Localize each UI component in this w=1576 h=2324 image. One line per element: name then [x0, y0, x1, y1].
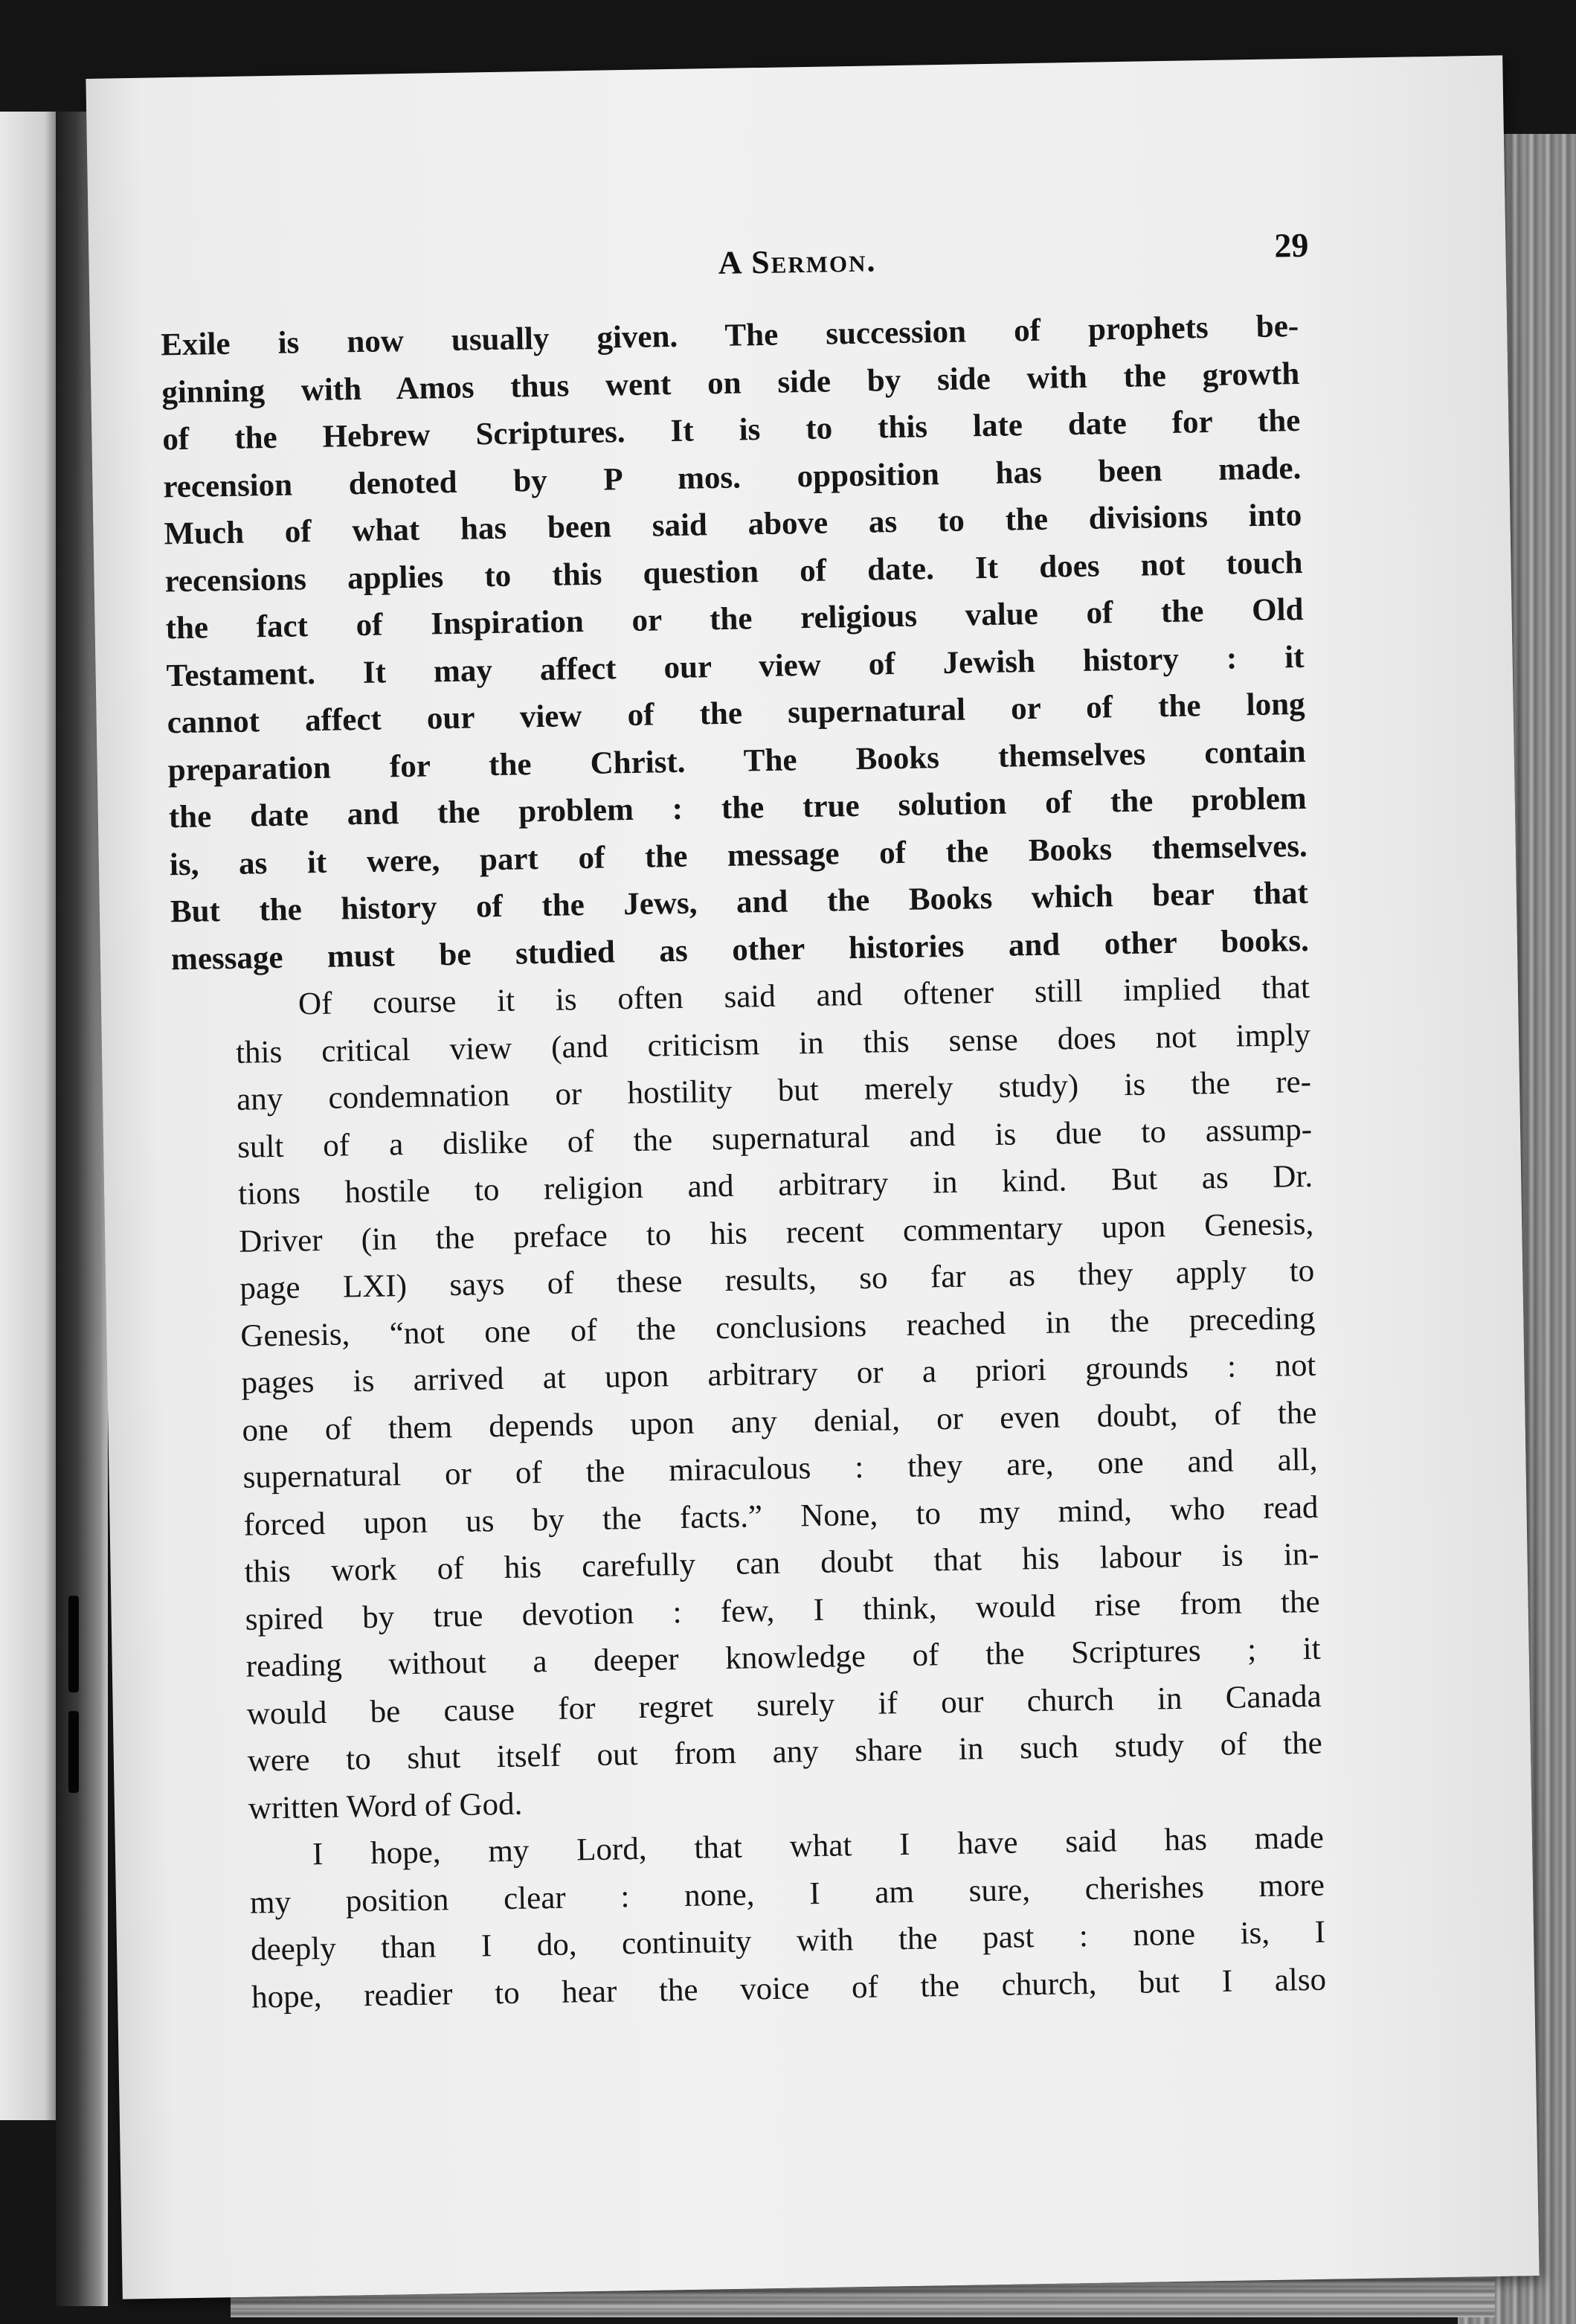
binding-thread-mark — [68, 1596, 79, 1692]
text-line: were to shut itself out from any share in such study of the — [247, 1725, 1323, 1779]
text-line: supernatural or of the miraculous : they are, one and all, — [242, 1442, 1318, 1495]
text-line: Driver (in the preface to his recent commentary upon Genesis, — [238, 1206, 1314, 1259]
text-line: sult of a dislike of the supernatural and is due to assump- — [237, 1111, 1313, 1165]
page-header — [89, 220, 1506, 304]
text-line: hope, readier to hear the voice of the church, but I also — [251, 1962, 1327, 2015]
text-line: Exile is now usually given. The succession of prophets be- — [160, 309, 1299, 363]
text-line: reading without a deeper knowledge of the Scriptures ; it — [245, 1631, 1321, 1684]
book-page — [86, 55, 1539, 2299]
text-line: page LXI) says of these results, so far as they apply to — [239, 1253, 1315, 1306]
binding-thread-mark — [68, 1711, 79, 1793]
text-line: the fact of Inspiration or the religious value of the Old — [165, 591, 1304, 646]
text-line: would be cause for regret surely if our church in Canada — [246, 1678, 1322, 1732]
text-line: message must be studied as other histories and other books. — [170, 922, 1310, 977]
text-line: deeply than I do, continuity with the past : none is, I — [250, 1914, 1326, 1968]
text-line: recensions applies to this question of date. It does not touch — [164, 545, 1303, 599]
text-line: forced upon us by the facts.” None, to my mind, who read — [243, 1489, 1319, 1543]
text-line: this work of his carefully can doubt that his labour is in- — [244, 1536, 1319, 1590]
text-line: one of them depends upon any denial, or even doubt, of the — [242, 1395, 1317, 1448]
text-line: I hope, my Lord, that what I have said has made — [312, 1820, 1325, 1872]
body-text — [161, 303, 1327, 2022]
text-line: Of course it is often said and oftener still implied that — [297, 969, 1310, 1022]
text-line: tions hostile to religion and arbitrary in kind. But as Dr. — [237, 1158, 1313, 1212]
paragraph — [172, 964, 1324, 1833]
text-line: Testament. It may affect our view of Jewish history : it — [166, 639, 1305, 693]
running-head: A Sermon. — [718, 242, 877, 281]
facing-page-edge — [0, 112, 56, 2120]
text-line: this critical view (and criticism in this sense does not imply — [235, 1017, 1311, 1070]
text-line: ginning with Amos thus went on side by side with the growth — [161, 356, 1300, 410]
text-line: Much of what has been said above as to the divisions into — [164, 497, 1302, 552]
paragraph — [186, 1814, 1327, 2022]
text-line: recension denoted by P mos. opposition has been made. — [163, 450, 1302, 504]
text-line: the date and the problem : the true solution of the problem — [168, 780, 1308, 835]
text-line: written Word of God. — [248, 1786, 523, 1826]
text-line: preparation for the Christ. The Books themselves contain — [167, 734, 1306, 788]
text-line: cannot affect our view of the supernatural or of the long — [167, 686, 1305, 741]
text-line: Genesis, “not one of the conclusions reached in the preceding — [240, 1300, 1316, 1354]
text-line: pages is arrived at upon arbitrary or a priori grounds : not — [241, 1347, 1316, 1401]
page-number: 29 — [1273, 225, 1309, 265]
text-line: any condemnation or hostility but merely study) is the re- — [236, 1064, 1312, 1117]
text-line: my position clear : none, I am sure, cherishes more — [249, 1867, 1325, 1921]
text-line: But the history of the Jews, and the Books which bear that — [170, 875, 1309, 930]
text-line: of the Hebrew Scriptures. It is to this late date for the — [162, 402, 1301, 458]
paragraph — [161, 303, 1310, 983]
text-line: is, as it were, part of the message of the Books themselves. — [169, 828, 1308, 882]
text-line: spired by true devotion : few, I think, would rise from the — [245, 1584, 1320, 1637]
